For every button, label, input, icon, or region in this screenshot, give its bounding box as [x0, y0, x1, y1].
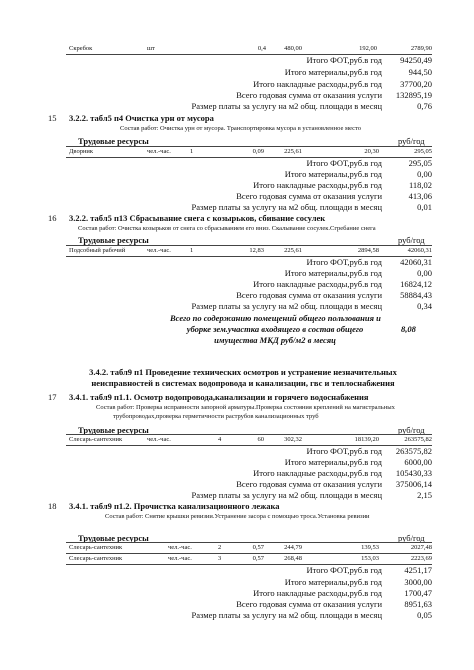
row-col-b: 0,57 [252, 555, 264, 562]
unit-header: руб/год [398, 533, 425, 543]
work-composition: трубопроводах,проверка герметичности раструбов канализационных труб [113, 413, 319, 420]
row-hours: 192,00 [359, 45, 377, 52]
row-col-e: 263575,82 [404, 436, 432, 443]
unit-header: руб/год [398, 235, 425, 245]
row-col-a: 1 [190, 247, 194, 254]
total-value: 375006,14 [395, 479, 432, 489]
total-value: 105430,33 [395, 468, 432, 478]
row-col-d: 20,30 [364, 148, 379, 155]
row-col-e: 42060,31 [407, 247, 432, 254]
summary-line: уборке зем.участка входящего в состав общего [186, 324, 364, 334]
row-name: Слесарь-сантехник [69, 544, 123, 551]
row-col-e: 295,05 [414, 148, 432, 155]
total-value: 58884,43 [400, 290, 432, 300]
summary-value: 8,08 [401, 324, 416, 334]
row-col-e: 2223,69 [410, 555, 432, 562]
row-col-a: 4 [218, 436, 222, 443]
row-unit: шт [147, 45, 155, 52]
row-unit: чел.-час. [147, 247, 171, 254]
work-composition: Состав работ: Очистка козырьков от снега со сбрасыванием его вниз. Скалывание сосулек.Сгребание снега [78, 225, 376, 232]
section-title: 3.4.1. табл9 п1.1. Осмотр водопровода,канализации и горячего водоснабжения [69, 392, 369, 402]
work-composition: Состав работ: Проверка исправности запорной арматуры.Проверка состояния креплений на магистральных [96, 404, 395, 411]
total-label: Размер платы за услугу на м2 общ. площади в месяц [191, 490, 382, 500]
row-col-c: 225,61 [284, 247, 302, 254]
total-label: Итого накладные расходы,руб.в год [253, 588, 382, 598]
total-value: 1700,47 [404, 588, 432, 598]
resources-label: Трудовые ресурсы [78, 235, 149, 245]
total-label: Размер платы за услугу на м2 общ. площади в месяц [191, 101, 382, 111]
total-label: Итого материалы,руб.в год [284, 169, 382, 179]
unit-header: руб/год [398, 425, 425, 435]
total-value: 37700,20 [400, 79, 432, 89]
total-label: Итого материалы,руб.в год [284, 268, 382, 278]
work-composition: Состав работ: Снятие крышки ревизии.Устранение засора с помощью троса.Установка ревизии [105, 513, 370, 520]
total-value: 94250,49 [400, 55, 432, 65]
total-value: 0,00 [417, 268, 432, 278]
resources-label: Трудовые ресурсы [78, 425, 149, 435]
row-col-c: 302,32 [284, 436, 302, 443]
section-number: 18 [48, 501, 57, 511]
total-value: 42060,31 [400, 257, 432, 267]
row-col-b: 0,09 [252, 148, 264, 155]
summary-line: Всего по содержанию помещений общего пользования и [170, 313, 381, 323]
row-col-b: 12,83 [249, 247, 264, 254]
total-value: 118,02 [408, 180, 432, 190]
row-col-d: 153,03 [361, 555, 379, 562]
total-label: Итого материалы,руб.в год [284, 457, 382, 467]
total-label: Итого ФОТ,руб.в год [306, 446, 382, 456]
section-number: 16 [48, 213, 57, 223]
row-col-d: 18139,20 [354, 436, 379, 443]
total-label: Итого материалы,руб.в год [284, 67, 382, 77]
row-col-b: 0,57 [252, 544, 264, 551]
total-label: Всего годовая сумма от оказания услуги [236, 599, 382, 609]
row-col-b: 60 [257, 436, 264, 443]
total-value: 944,50 [408, 67, 432, 77]
total-label: Итого ФОТ,руб.в год [306, 565, 382, 575]
row-name: Подсобный рабочий [69, 247, 126, 254]
total-label: Итого ФОТ,руб.в год [306, 55, 382, 65]
row-col-e: 2027,48 [410, 544, 432, 551]
total-value: 295,05 [408, 158, 432, 168]
total-value: 2,15 [417, 490, 432, 500]
section-title: 3.2.2. табл5 п4 Очистка урн от мусора [69, 113, 214, 123]
total-label: Итого ФОТ,руб.в год [306, 158, 382, 168]
total-label: Всего годовая сумма от оказания услуги [236, 191, 382, 201]
summary-line: имущества МКД руб/м2 в месяц [214, 335, 336, 345]
row-unit: чел.-час. [168, 544, 192, 551]
row-col-a: 2 [218, 544, 222, 551]
total-label: Итого накладные расходы,руб.в год [253, 279, 382, 289]
total-label: Итого материалы,руб.в год [284, 577, 382, 587]
total-label: Всего годовая сумма от оказания услуги [236, 290, 382, 300]
total-value: 16824,12 [400, 279, 432, 289]
total-value: 8951,63 [404, 599, 432, 609]
section-title: 3.2.2. табл5 п13 Сбрасывание снега с козырьков, сбивание сосулек [69, 213, 326, 223]
row-name: Слесарь-сантехник [69, 436, 123, 443]
total-value: 3000,00 [404, 577, 432, 587]
row-col-d: 139,53 [361, 544, 379, 551]
row-price: 480,00 [284, 45, 302, 52]
work-composition: Состав работ: Очистка урн от мусора. Транспортировка мусора в установленное место [120, 125, 362, 132]
section-title: 3.4.1. табл9 п1.2. Прочистка канализационного лежака [69, 501, 280, 511]
total-label: Итого накладные расходы,руб.в год [253, 180, 382, 190]
divider [66, 553, 432, 554]
total-label: Всего годовая сумма от оказания услуги [236, 90, 382, 100]
row-amount: 2789,90 [410, 45, 432, 52]
total-value: 6000,00 [404, 457, 432, 467]
resources-label: Трудовые ресурсы [78, 533, 149, 543]
heading-line: неисправностей в системах водопровода и канализации, гвс и теплоснабжения [91, 378, 395, 388]
total-value: 0,00 [417, 169, 432, 179]
total-value: 4251,17 [404, 565, 432, 575]
row-col-c: 268,48 [284, 555, 302, 562]
total-value: 132895,19 [395, 90, 432, 100]
row-col-c: 225,61 [284, 148, 302, 155]
row-col-c: 244,79 [284, 544, 302, 551]
total-value: 413,06 [408, 191, 432, 201]
total-label: Итого накладные расходы,руб.в год [253, 468, 382, 478]
row-col-d: 2894,58 [357, 247, 379, 254]
total-value: 0,01 [417, 202, 432, 212]
row-col-a: 3 [218, 555, 222, 562]
divider [66, 245, 432, 246]
total-label: Размер платы за услугу на м2 общ. площади в месяц [191, 301, 382, 311]
total-value: 263575,82 [395, 446, 432, 456]
section-number: 17 [48, 392, 57, 402]
total-label: Итого ФОТ,руб.в год [306, 257, 382, 267]
row-name: Скребок [69, 45, 93, 52]
total-label: Размер платы за услугу на м2 общ. площади в месяц [191, 610, 382, 620]
row-name: Слесарь-сантехник [69, 555, 123, 562]
total-label: Размер платы за услугу на м2 общ. площади в месяц [191, 202, 382, 212]
row-name: Дворник [69, 148, 94, 155]
total-label: Итого накладные расходы,руб.в год [253, 79, 382, 89]
row-unit: чел.-час. [147, 436, 171, 443]
row-unit: чел.-час. [147, 148, 171, 155]
total-value: 0,05 [417, 610, 432, 620]
total-label: Всего годовая сумма от оказания услуги [236, 479, 382, 489]
resources-label: Трудовые ресурсы [78, 136, 149, 146]
unit-header: руб/год [398, 136, 425, 146]
row-qty: 0,4 [257, 45, 266, 52]
row-col-a: 1 [190, 148, 194, 155]
total-value: 0,76 [417, 101, 432, 111]
divider [66, 542, 432, 543]
section-number: 15 [48, 113, 57, 123]
divider [66, 146, 432, 147]
divider [66, 434, 432, 435]
row-unit: чел.-час. [168, 555, 192, 562]
total-value: 0,34 [417, 301, 432, 311]
heading-line: 3.4.2. табл9 п1 Проведение технических осмотров и устранение незначительных [89, 367, 397, 377]
